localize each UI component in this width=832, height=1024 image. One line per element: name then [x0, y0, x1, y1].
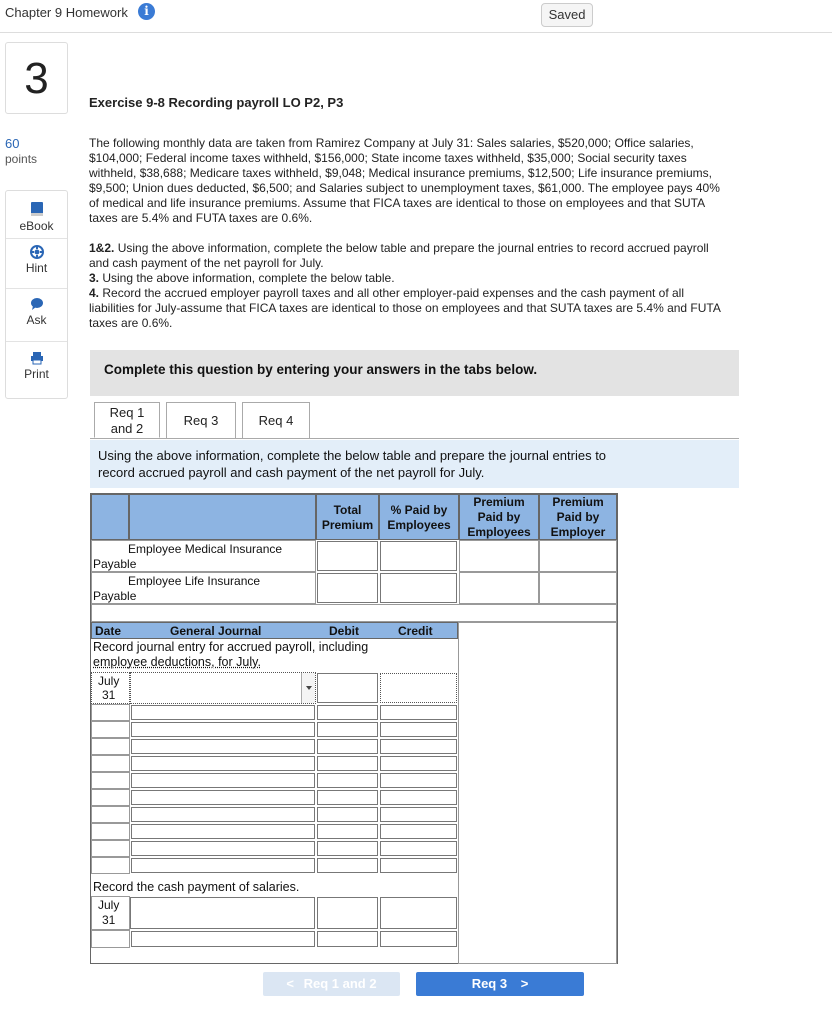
req4-text-cont: taxes are 0.6%.: [89, 316, 173, 330]
chevron-left-icon: <: [286, 976, 294, 991]
chevron-down-icon: [302, 673, 316, 703]
req4-text: Record the accrued employer payroll taxes and all other employer-paid expenses and the cash payment of all: [99, 286, 685, 300]
account-input[interactable]: [131, 841, 315, 856]
tab-label: Req 4: [258, 413, 294, 428]
homework-title: Chapter 9 Homework: [5, 5, 128, 20]
header-paid-employees: [459, 494, 539, 540]
hint-button[interactable]: [6, 245, 67, 275]
ask-label: Ask: [26, 313, 47, 327]
req3-label: 3.: [89, 271, 100, 285]
account-input[interactable]: [131, 790, 315, 805]
desc-line: $104,000; Federal income taxes withheld, $156,000; State income taxes withheld, $35,000; Social security taxes: [89, 151, 687, 165]
exercise-description: [89, 136, 799, 226]
credit-input[interactable]: [380, 858, 457, 873]
exercise-title: Exercise 9-8 Recording payroll LO P2, P3: [89, 95, 344, 110]
req12-text: Using the above information, complete the below table and prepare the journal entries to record accrued payroll: [114, 241, 709, 255]
tab-label: and 2: [110, 421, 144, 436]
desc-line: $9,500; Union dues deducted, $6,500; and Salaries subject to unemployment taxes, $61,000. The employee pays 40%: [89, 181, 720, 195]
header-paid-employer: [539, 494, 617, 540]
hint-icon: [30, 245, 44, 259]
debit-input[interactable]: [317, 673, 378, 703]
book-icon: [30, 201, 44, 217]
medical-pct-paid-input[interactable]: [380, 541, 457, 571]
date-cell: [91, 789, 130, 806]
credit-input[interactable]: [380, 841, 457, 856]
credit-input[interactable]: [380, 790, 457, 805]
credit-input[interactable]: [380, 739, 457, 754]
account-input[interactable]: [131, 739, 315, 754]
next-req-label: Req 3: [471, 976, 508, 991]
date-cell: [91, 823, 130, 840]
credit-input[interactable]: [380, 705, 457, 720]
date-day: 31: [102, 688, 116, 702]
debit-input[interactable]: [317, 897, 378, 929]
account-input[interactable]: [131, 931, 315, 947]
date-day: 31: [102, 913, 116, 927]
tab-label: Req 3: [183, 413, 219, 428]
account-input[interactable]: [131, 756, 315, 771]
debit-input[interactable]: [317, 739, 378, 754]
desc-line: withheld, $38,688; Medicare taxes withheld, $9,048; Medical insurance premiums, $12,500; Life insurance premiums,: [89, 166, 713, 180]
requirements-list: [89, 241, 799, 331]
printer-icon: [30, 351, 44, 365]
account-input[interactable]: [131, 773, 315, 788]
sidebar-divider: [6, 288, 67, 289]
journal-header-credit: Credit: [398, 624, 433, 638]
header-blank-cell: [129, 494, 316, 540]
date-cell: [91, 755, 130, 772]
header-text: Paid by: [556, 510, 600, 524]
tab-req-1-and-2[interactable]: [94, 402, 160, 438]
credit-input[interactable]: [380, 673, 457, 703]
info-icon[interactable]: i: [138, 3, 155, 20]
date-month: July: [98, 898, 120, 912]
tab-req-3[interactable]: [166, 402, 236, 438]
life-total-premium-input[interactable]: [317, 573, 378, 603]
row-label-cell: [91, 540, 316, 572]
header-text: % Paid by: [390, 503, 448, 517]
date-cell: [91, 806, 130, 823]
medical-total-premium-input[interactable]: [317, 541, 378, 571]
date-cell: [91, 930, 130, 948]
debit-input[interactable]: [317, 858, 378, 873]
date-cell: [91, 857, 130, 874]
life-pct-paid-input[interactable]: [380, 573, 457, 603]
credit-input[interactable]: [380, 773, 457, 788]
ask-button[interactable]: [6, 297, 67, 327]
question-number: 3: [5, 42, 68, 114]
tab-label: Req 1: [109, 405, 145, 420]
date-month: July: [98, 674, 120, 688]
chat-icon: [30, 297, 44, 311]
header-blank-cell: [91, 494, 129, 540]
header-text: Paid by: [477, 510, 521, 524]
points-value: 60: [5, 136, 20, 151]
life-paid-employees-cell: [459, 572, 539, 604]
hint-label: Hint: [25, 261, 48, 275]
credit-input[interactable]: [380, 897, 457, 929]
debit-input[interactable]: [317, 790, 378, 805]
chevron-right-icon: >: [520, 976, 529, 991]
account-input[interactable]: [130, 897, 315, 929]
debit-input[interactable]: [317, 931, 378, 947]
life-paid-employer-cell: [539, 572, 617, 604]
dropdown-button[interactable]: [301, 673, 315, 703]
date-cell: [91, 672, 130, 704]
instruction-line: record accrued payroll and cash payment of the net payroll for July.: [98, 465, 485, 480]
next-req-button[interactable]: [416, 972, 584, 996]
debit-input[interactable]: [317, 722, 378, 737]
journal-header-debit: Debit: [329, 624, 359, 638]
saved-status: Saved: [541, 3, 593, 27]
row-label: Employee Medical Insurance: [128, 542, 283, 556]
req12-text-cont: and cash payment of the net payroll for July.: [89, 256, 324, 270]
entry2-description: Record the cash payment of salaries.: [93, 880, 300, 894]
date-cell: [91, 738, 130, 755]
header-total-premium: [316, 494, 379, 540]
prev-req-button[interactable]: [263, 972, 400, 996]
req4-label: 4.: [89, 286, 100, 300]
header-pct-paid: [379, 494, 459, 540]
date-cell: [91, 772, 130, 789]
row-label-cell: [91, 572, 316, 604]
medical-paid-employer-cell: [539, 540, 617, 572]
header-text: Employer: [550, 525, 606, 539]
prev-req-label: Req 1 and 2: [303, 976, 377, 991]
debit-input[interactable]: [317, 841, 378, 856]
debit-input[interactable]: [317, 824, 378, 839]
print-button[interactable]: [6, 351, 67, 381]
header-text: Total: [333, 503, 362, 517]
medical-paid-employees-cell: [459, 540, 539, 572]
date-cell: [91, 840, 130, 857]
points-label: points: [5, 152, 38, 166]
header-text: Employees: [467, 525, 531, 539]
header-text: Employees: [387, 518, 451, 532]
credit-input[interactable]: [380, 931, 457, 947]
ebook-button[interactable]: [6, 201, 67, 233]
req4-text-cont: liabilities for July-assume that FICA taxes are identical to those on employees and that SUTA taxes are 5.4% and FUTA: [89, 301, 721, 315]
header-text: Premium: [473, 495, 525, 509]
credit-input[interactable]: [380, 756, 457, 771]
credit-input[interactable]: [380, 722, 457, 737]
credit-input[interactable]: [380, 824, 457, 839]
sidebar-divider: [6, 341, 67, 342]
desc-line: The following monthly data are taken from Ramirez Company at July 31: Sales salaries, $520,000; Office salaries,: [89, 136, 694, 150]
complete-prompt: Complete this question by entering your answers in the tabs below.: [104, 362, 538, 377]
debit-input[interactable]: [317, 773, 378, 788]
print-label: Print: [24, 367, 49, 381]
desc-line: taxes are 5.4% and FUTA taxes are 0.6%.: [89, 211, 313, 225]
row-label: Payable: [93, 589, 137, 603]
req3-text: Using the above information, complete the below table.: [99, 271, 395, 285]
top-bar: [0, 0, 832, 33]
header-text: Premium: [552, 495, 604, 509]
req12-label: 1&2.: [89, 241, 115, 255]
entry-desc-line: Record journal entry for accrued payroll, including: [93, 640, 369, 654]
debit-input[interactable]: [317, 807, 378, 822]
journal-right-blank: [458, 622, 617, 964]
journal-header-general-journal: General Journal: [170, 624, 262, 638]
account-input[interactable]: [131, 705, 315, 720]
row-label: Employee Life Insurance: [128, 574, 261, 588]
journal-header-date: Date: [95, 624, 122, 638]
tool-sidebar: [5, 190, 68, 399]
spacer-row: [91, 604, 617, 622]
tab-req-4[interactable]: [242, 402, 310, 438]
date-cell: [91, 704, 130, 721]
desc-line: of medical and life insurance premiums. Assume that FICA taxes are identical to those on employees and that SUTA: [89, 196, 706, 210]
tab-underline: [90, 438, 739, 439]
account-select[interactable]: [130, 672, 316, 704]
account-input[interactable]: [131, 824, 315, 839]
date-cell: [91, 721, 130, 738]
entry1-description: [93, 640, 368, 670]
instruction-box: [90, 440, 739, 488]
account-input[interactable]: [131, 722, 315, 737]
account-input[interactable]: [131, 858, 315, 873]
sidebar-divider: [6, 238, 67, 239]
account-input[interactable]: [131, 807, 315, 822]
header-text: Premium: [321, 518, 374, 532]
row-label: Payable: [93, 557, 137, 571]
credit-input[interactable]: [380, 807, 457, 822]
debit-input[interactable]: [317, 756, 378, 771]
entry-desc-line: employee deductions, for July.: [93, 655, 261, 669]
debit-input[interactable]: [317, 705, 378, 720]
complete-prompt-box: [90, 350, 739, 396]
date-cell: [91, 896, 130, 930]
ebook-label: eBook: [19, 219, 54, 233]
instruction-line: Using the above information, complete the below table and prepare the journal entries to: [98, 448, 607, 463]
